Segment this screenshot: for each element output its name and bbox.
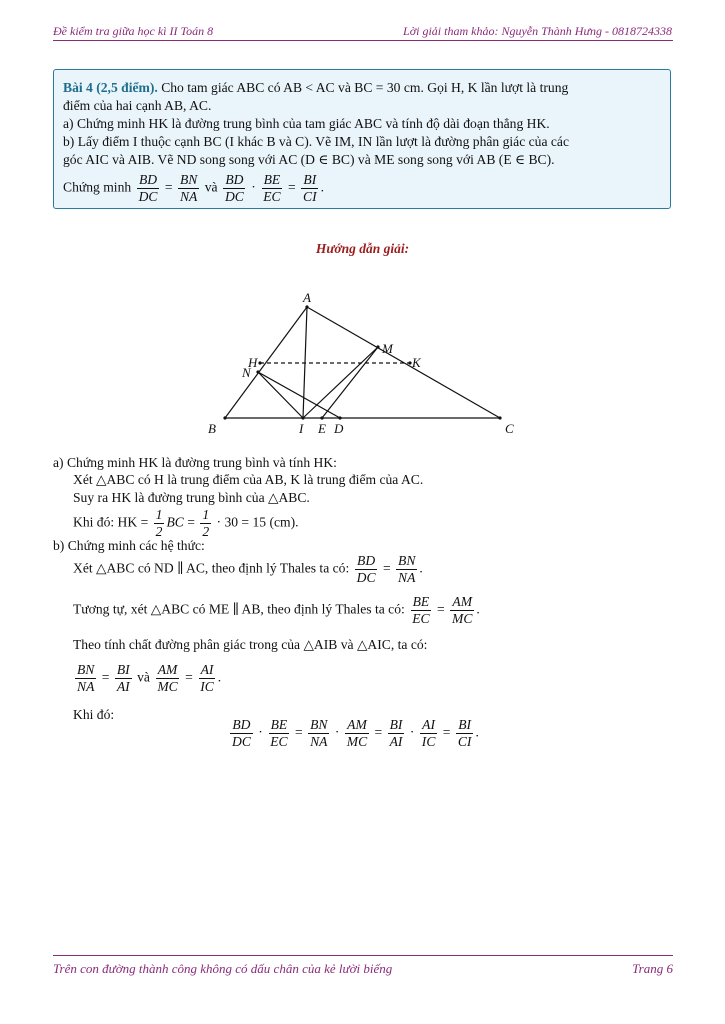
header-left: Đề kiểm tra giữa học kì II Toán 8: [53, 24, 214, 38]
frac-bd-dc-2: $\frac{BD}{DC}$: [224, 172, 244, 204]
solution-final-eq: $\frac{BD}{DC}$ · $\frac{BE}{EC}$ = $\frac{BN}{NA}$ · $\frac{AM}{MC}$ = $\frac{BI}{AI}$ · $\frac{AI}{IC}$ = $\frac{BI}{CI}$ .: [232, 717, 479, 749]
page-header: [53, 22, 672, 42]
label-d: D: [334, 421, 344, 436]
solution-b-3: Theo tính chất đường phân giác trong của △AIB và △AIC, ta có:: [73, 637, 428, 652]
label-c: C: [505, 421, 514, 436]
and-word: và: [204, 179, 218, 195]
frac-bi-ci: $\frac{BI}{CI}$: [303, 172, 317, 204]
solution-a-3: Khi đó: HK = $\frac{1}{2}$ BC = $\frac{1}{2}$ · 30 = 15 (cm).: [73, 507, 299, 539]
solution-b-5: Khi đó:: [73, 707, 115, 722]
footer-rule: [53, 955, 673, 956]
solution-title: Hướng dẫn giải:: [315, 241, 410, 256]
label-b: B: [208, 421, 216, 436]
footer-right: Trang 6: [632, 961, 673, 976]
frac-bn-na: $\frac{BN}{NA}$: [179, 172, 198, 204]
label-k: K: [412, 355, 421, 370]
frac-bd-dc: $\frac{BD}{DC}$: [138, 172, 158, 204]
problem-line-3: a) Chứng minh HK là đường trung bình của tam giác ABC và tính độ dài đoạn thẳng HK.: [63, 116, 550, 131]
solution-b-head: b) Chứng minh các hệ thức:: [53, 538, 205, 553]
problem-line-5: góc AIC và AIB. Vẽ ND song song với AC (D ∈ BC) và ME song song với AB (E ∈ BC).: [63, 152, 555, 167]
solution-b-2: Tương tự, xét △ABC có ME ∥ AB, theo định lý Thales ta có: $\frac{BE}{EC}$ = $\frac{AM}{MC}$ .: [73, 594, 480, 626]
problem-line-1: Cho tam giác ABC có AB < AC và BC = 30 cm. Gọi H, K lần lượt là trung: [161, 80, 569, 95]
label-h: H: [248, 355, 258, 370]
geometry-figure: [200, 285, 530, 445]
segment-im: [303, 347, 378, 418]
solution-b-1: Xét △ABC có ND ∥ AC, theo định lý Thales ta có: $\frac{BD}{DC}$ = $\frac{BN}{NA}$ .: [73, 553, 423, 585]
page-footer: [53, 961, 673, 977]
segment-ab: [225, 307, 307, 418]
header-rule: [53, 40, 673, 41]
segment-me: [322, 347, 378, 418]
segment-in: [258, 372, 303, 418]
solution-a-2: Suy ra HK là đường trung bình của △ABC.: [73, 490, 310, 505]
problem-prove-line: Chứng minh $\frac{BD}{DC}$ = $\frac{BN}{NA}$ và $\frac{BD}{DC}$ · $\frac{BE}{EC}$ = $\frac{BI}{CI}$ .: [63, 172, 325, 204]
label-i: I: [299, 421, 304, 436]
label-m: M: [382, 341, 393, 356]
solution-a-head: a) Chứng minh HK là đường trung bình và tính HK:: [53, 455, 337, 470]
solution-b-4: $\frac{BN}{NA}$ = $\frac{BI}{AI}$ và $\frac{AM}{MC}$ = $\frac{AI}{IC}$ .: [77, 662, 222, 694]
solution-a-1: Xét △ABC có H là trung điểm của AB, K là trung điểm của AC.: [73, 472, 424, 487]
frac-be-ec: $\frac{BE}{EC}$: [263, 172, 281, 204]
label-a: A: [303, 290, 311, 305]
problem-line-4: b) Lấy điểm I thuộc cạnh BC (I khác B và C). Vẽ IM, IN lần lượt là đường phân giác của các: [63, 134, 569, 149]
label-n: N: [242, 365, 251, 380]
header-right: Lời giải tham khảo: Nguyễn Thành Hưng - 0818724338: [403, 24, 672, 38]
problem-box: [53, 69, 671, 209]
problem-title: Bài 4 (2,5 điểm).: [63, 80, 158, 95]
label-e: E: [318, 421, 326, 436]
prove-label: Chứng minh: [63, 179, 132, 195]
footer-left: Trên con đường thành công không có dấu chân của kẻ lười biếng: [53, 961, 393, 976]
problem-line-2: điểm của hai cạnh AB, AC.: [63, 98, 212, 113]
